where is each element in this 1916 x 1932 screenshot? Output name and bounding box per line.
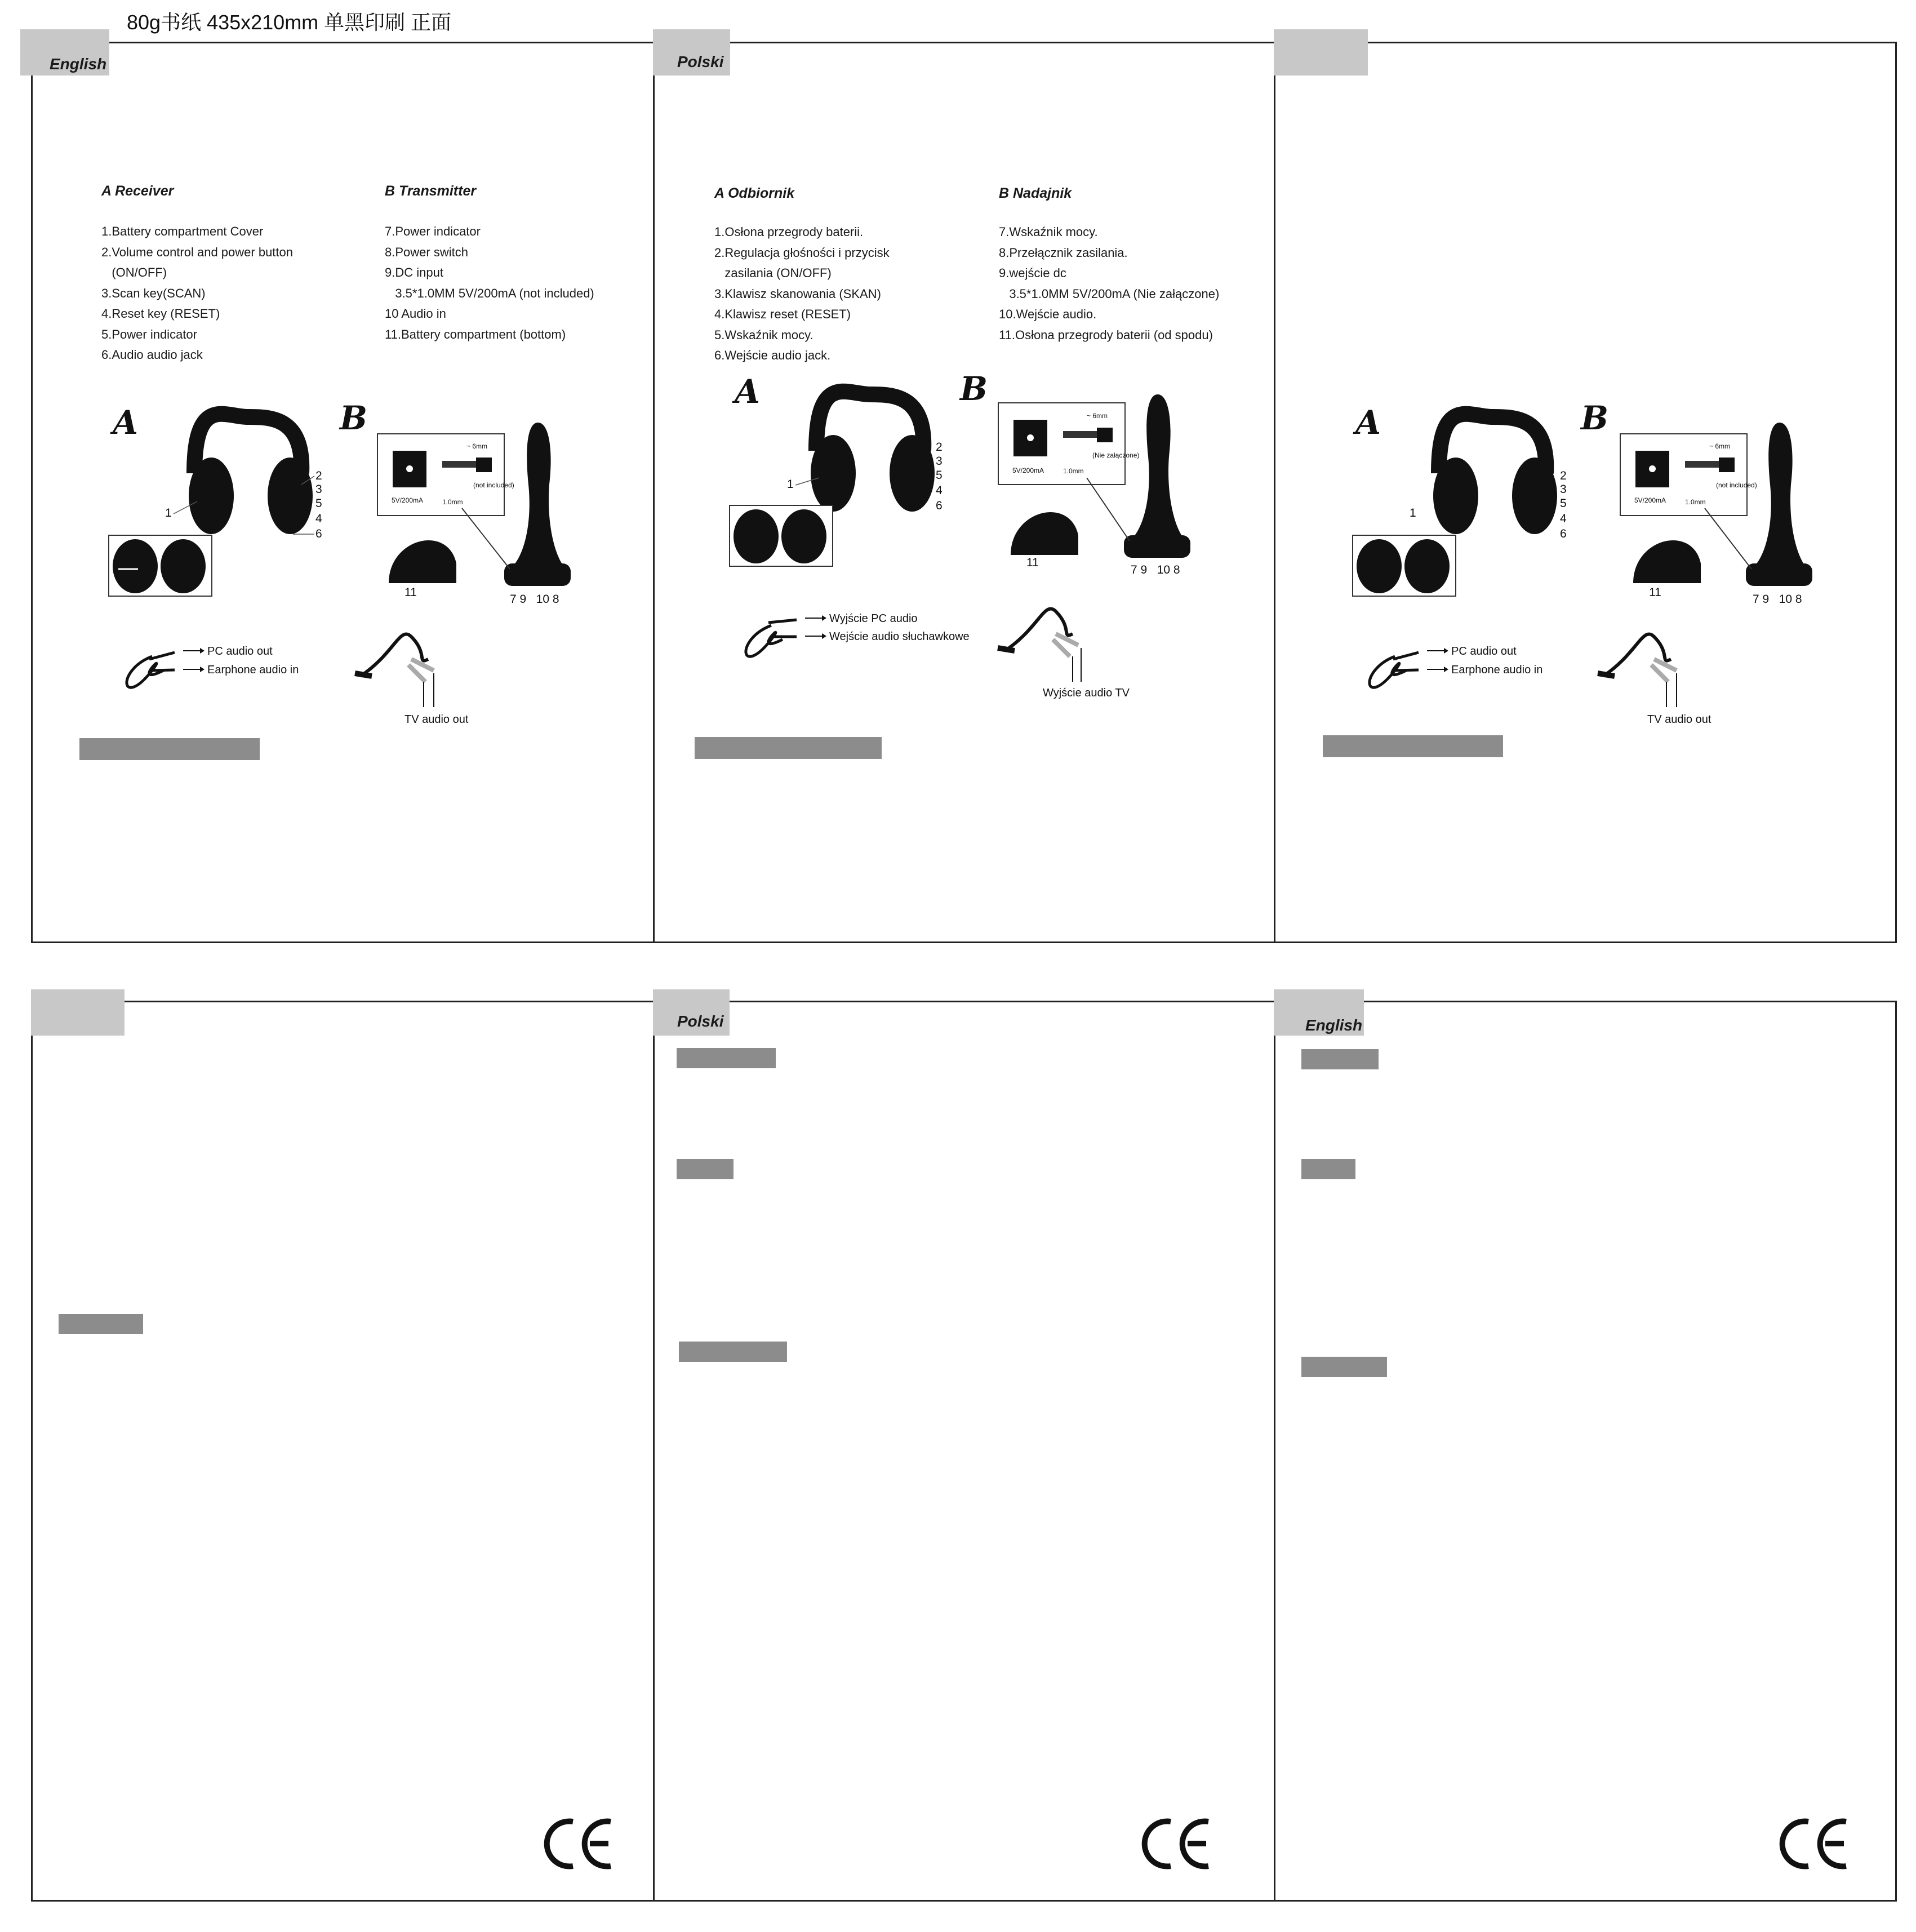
grey-placeholder-bar [679,1342,787,1362]
svg-text:~ 6mm: ~ 6mm [466,442,488,450]
grey-placeholder-bar [79,738,260,760]
svg-text:Earphone audio in: Earphone audio in [207,664,299,676]
svg-text:6: 6 [315,527,322,540]
ce-mark-icon [542,1817,615,1871]
grey-placeholder-bar [59,1314,143,1334]
svg-text:7 9 10 8: 7 9 10 8 [1753,593,1802,606]
svg-text:1: 1 [787,478,794,491]
svg-text:~ 6mm: ~ 6mm [1709,442,1731,450]
earcup-detail-inset [1353,535,1456,596]
svg-text:PC audio out: PC audio out [207,645,273,658]
svg-text:Earphone audio in: Earphone audio in [1451,664,1543,676]
list-item: 10 Audio in [385,307,446,321]
list-item: 9.DC input [385,265,443,279]
svg-text:2: 2 [315,469,322,482]
receiver-cable-image [1370,645,1542,687]
svg-text:TV audio out: TV audio out [404,713,469,726]
svg-text:1: 1 [1410,507,1416,519]
list-item: 2.Volume control and power button [101,245,294,259]
figure-letter-b: B [1581,399,1609,437]
svg-text:5V/200mA: 5V/200mA [392,496,424,504]
transmitter-image [377,423,571,606]
english-figure [0,0,653,789]
list-item: 3.5*1.0MM 5V/200mA (not included) [385,286,594,300]
transmitter-cable-image [355,634,469,726]
headphones-image [1433,414,1557,534]
grey-placeholder-bar [1301,1049,1379,1069]
svg-text:3: 3 [936,455,943,468]
list-item: 4.Reset key (RESET) [101,307,220,321]
figure-letter-b: B [960,370,988,408]
list-item: 6.Wejście audio jack. [714,348,831,362]
ce-mark-icon [1140,1817,1213,1871]
svg-text:1.0mm: 1.0mm [442,498,463,506]
transmitter-heading: B Transmitter [385,183,477,199]
svg-text:6: 6 [936,499,943,512]
svg-text:(not included): (not included) [473,481,514,489]
svg-text:7 9 10 8: 7 9 10 8 [1131,563,1180,576]
svg-text:3: 3 [315,483,322,496]
list-item: 11.Battery compartment (bottom) [385,327,566,341]
transmitter-image [998,394,1190,576]
svg-text:5V/200mA: 5V/200mA [1012,467,1044,474]
english-figure-copy [1274,0,1895,789]
tab-blank-bottom-left [31,989,125,1036]
svg-text:4: 4 [1560,512,1567,525]
svg-text:Wyjście PC audio: Wyjście PC audio [829,612,918,625]
transmitter-image [1620,423,1812,606]
svg-text:~ 6mm: ~ 6mm [1087,412,1108,420]
grey-placeholder-bar [677,1159,733,1179]
svg-text:Wejście audio słuchawkowe: Wejście audio słuchawkowe [829,630,970,643]
svg-text:5: 5 [936,469,943,482]
grey-placeholder-bar [1323,735,1503,757]
svg-text:11: 11 [404,586,417,599]
list-item: 4.Klawisz reset (RESET) [714,307,851,321]
list-item: 3.5*1.0MM 5V/200mA (Nie załączone) [999,286,1220,301]
grey-placeholder-bar [695,737,882,759]
receiver-heading: A Receiver [101,183,174,199]
transmitter-heading: B Nadajnik [999,185,1072,201]
svg-text:1.0mm: 1.0mm [1685,498,1706,506]
svg-text:11: 11 [1649,586,1661,599]
svg-text:4: 4 [315,512,322,525]
grey-placeholder-bar [1301,1159,1355,1179]
svg-text:5: 5 [1560,497,1567,510]
list-item: zasilania (ON/OFF) [714,266,832,280]
figure-letter-b: B [340,399,368,437]
svg-text:PC audio out: PC audio out [1451,645,1517,658]
svg-text:(not included): (not included) [1716,481,1757,489]
svg-text:5V/200mA: 5V/200mA [1634,496,1666,504]
grey-placeholder-bar [677,1048,776,1068]
svg-text:2: 2 [936,441,943,454]
earcup-detail-inset [109,535,212,596]
headphones-image [811,392,935,512]
grey-placeholder-bar [1301,1357,1387,1377]
list-item: 3.Scan key(SCAN) [101,286,206,300]
transmitter-cable-image [1598,634,1711,726]
svg-text:1: 1 [165,507,172,519]
list-item: 11.Osłona przegrody baterii (od spodu) [999,327,1213,342]
svg-text:11: 11 [1026,556,1039,569]
receiver-cable-image [127,645,299,687]
list-item: 1.Osłona przegrody baterii. [714,225,864,239]
svg-text:7 9 10 8: 7 9 10 8 [510,593,559,606]
list-item: (ON/OFF) [101,265,167,279]
list-item: 10.Wejście audio. [999,307,1097,321]
list-item: 5.Power indicator [101,327,197,341]
tab-label-english: English [50,55,107,73]
tab-label-polski-bottom: Polski [677,1012,724,1030]
list-item: 8.Przełącznik zasilania. [999,245,1128,260]
print-spec-line: 80g书纸 435x210mm 单黑印刷 正面 [127,11,452,34]
svg-text:1.0mm: 1.0mm [1063,467,1084,475]
svg-text:3: 3 [1560,483,1567,496]
svg-text:Wyjście audio TV: Wyjście audio TV [1043,687,1130,699]
list-item: 7.Wskaźnik mocy. [999,225,1098,239]
svg-text:6: 6 [1560,527,1567,540]
transmitter-cable-image [998,609,1130,699]
list-item: 2.Regulacja głośności i przycisk [714,245,890,260]
figure-letter-a: A [113,403,139,442]
list-item: 9.wejście dc [999,266,1066,280]
svg-text:(Nie załączone): (Nie załączone) [1092,451,1140,459]
figure-letter-a: A [1355,403,1381,442]
receiver-cable-image [746,612,970,656]
svg-text:2: 2 [1560,469,1567,482]
list-item: 5.Wskaźnik mocy. [714,327,813,342]
svg-text:4: 4 [936,484,943,497]
ce-mark-icon [1777,1817,1851,1871]
earcup-detail-inset [730,505,833,566]
svg-text:TV audio out: TV audio out [1647,713,1711,726]
polski-figure [653,0,1274,789]
svg-text:5: 5 [315,497,322,510]
tab-label-polski: Polski [677,53,724,70]
tab-label-english-bottom: English [1305,1016,1363,1034]
receiver-heading: A Odbiornik [714,185,795,201]
figure-letter-a: A [735,372,761,411]
headphones-image [189,414,313,534]
list-item: 6.Audio audio jack [101,348,203,362]
list-item: 3.Klawisz skanowania (SKAN) [714,286,881,301]
list-item: 8.Power switch [385,245,468,259]
list-item: 1.Battery compartment Cover [101,224,264,238]
list-item: 7.Power indicator [385,224,481,238]
